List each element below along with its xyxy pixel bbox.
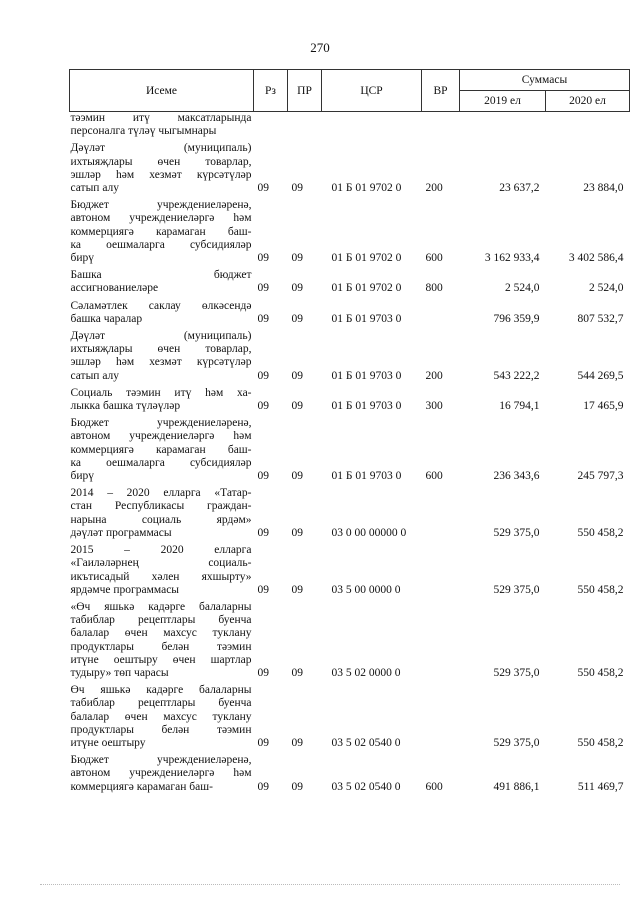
row-csr: 01 Б 01 9703 0: [331, 369, 402, 382]
row-rz: 09: [257, 780, 269, 793]
row-rz: 09: [257, 369, 269, 382]
row-y2: 550 458,2: [577, 526, 624, 539]
row-pr: 09: [291, 583, 303, 596]
row-name-line: итүне оештыру: [70, 736, 146, 749]
row-name-line: коммерциягә карамаган баш-: [70, 780, 213, 793]
row-y1: 529 375,0: [493, 526, 540, 539]
row-name-line: ихтыяҗлары өчен товарлар,: [70, 155, 252, 168]
row-y2: 17 465,9: [583, 400, 624, 413]
row-y2: 544 269,5: [577, 369, 624, 382]
row-pr: 09: [291, 780, 303, 793]
header-year-2019: 2019 ел: [460, 91, 546, 112]
row-csr: 03 5 02 0540 0: [331, 736, 401, 749]
row-y2: 807 532,7: [577, 312, 624, 325]
row-rz: 09: [257, 526, 269, 539]
row-vr: 600: [425, 470, 443, 483]
row-name: [70, 142, 254, 195]
row-name-line: Бюджет учреждениеләренә,: [70, 754, 252, 767]
row-vr: 600: [425, 252, 443, 265]
table-row: [70, 601, 630, 680]
row-vr: [422, 601, 460, 680]
table-row: [70, 754, 630, 794]
table-row: [70, 487, 630, 540]
row-name: [70, 330, 254, 383]
row-vr: [422, 684, 460, 750]
row-y1: 3 162 933,4: [484, 252, 540, 265]
row-name-line: балалар өчен махсус туклану: [70, 627, 252, 640]
row-vr: 200: [425, 182, 443, 195]
row-csr: 01 Б 01 9702 0: [331, 182, 402, 195]
row-name-line: эшләр һәм хезмәт күрсәтүләр: [70, 356, 252, 369]
row-y1: 529 375,0: [493, 583, 540, 596]
table-row: [70, 684, 630, 750]
row-pr: 09: [291, 369, 303, 382]
row-name-line: автоном учреждениеләргә һәм: [70, 767, 252, 780]
table-header: [70, 70, 630, 112]
row-vr: [422, 112, 460, 139]
row-name-line: дәүләт программасы: [70, 526, 172, 539]
row-rz: [254, 112, 288, 139]
row-csr: 01 Б 01 9702 0: [331, 282, 402, 295]
header-sums: Суммасы: [460, 70, 630, 91]
row-y1: 16 794,1: [499, 400, 540, 413]
row-name-line: 2015 – 2020 елларга: [70, 544, 252, 557]
budget-table: [69, 69, 630, 794]
row-name-line: Бюджет учреждениеләренә,: [70, 417, 252, 430]
row-pr: 09: [291, 666, 303, 679]
row-y1: [460, 112, 546, 139]
table-row: [70, 199, 630, 265]
row-name-line: сатып алу: [70, 182, 120, 195]
row-name-line: итүне оештыру өчен шартлар: [70, 653, 252, 666]
scan-artifact-line: [40, 884, 620, 887]
row-rz: 09: [257, 736, 269, 749]
row-rz: 09: [257, 666, 269, 679]
row-name-line: ка оешмаларга субсидияләр: [70, 456, 252, 469]
row-vr: 600: [425, 780, 443, 793]
row-name-line: Социаль тәэмин итү һәм ха-: [70, 386, 252, 399]
row-name: [70, 112, 254, 139]
row-name-line: Өч яшькә кадәрге балаларны: [70, 684, 252, 697]
row-name-line: ассигнованиеләре: [70, 282, 159, 295]
row-y1: 491 886,1: [493, 780, 540, 793]
row-y1: 2 524,0: [505, 282, 540, 295]
row-y2: 511 469,7: [577, 780, 624, 793]
row-rz: 09: [257, 470, 269, 483]
row-csr: 03 5 00 0000 0: [331, 583, 401, 596]
row-name-line: Башка бюджет: [70, 269, 252, 282]
row-y1: 529 375,0: [493, 736, 540, 749]
row-pr: 09: [291, 182, 303, 195]
row-y2: 23 884,0: [583, 182, 624, 195]
row-name-line: персоналга түләү чыгымнары: [70, 125, 217, 138]
row-name-line: ка оешмаларга субсидияләр: [70, 238, 252, 251]
row-y2: 245 797,3: [577, 470, 624, 483]
row-y1: 23 637,2: [499, 182, 540, 195]
row-name: [70, 387, 254, 413]
row-name-line: «Гаиләләрнең социаль-: [70, 557, 252, 570]
table-row: [70, 544, 630, 597]
row-vr: 200: [425, 369, 443, 382]
table-row: [70, 330, 630, 383]
row-name-line: бирү: [70, 470, 95, 483]
row-y2: 3 402 586,4: [568, 252, 624, 265]
row-rz: 09: [257, 282, 269, 295]
row-y1: 796 359,9: [493, 312, 540, 325]
row-csr: 03 5 02 0000 0: [331, 666, 401, 679]
row-name: [70, 487, 254, 540]
row-vr: [422, 300, 460, 326]
table-body: [70, 112, 630, 794]
row-name-line: Бюджет учреждениеләренә,: [70, 199, 252, 212]
row-name-line: табиблар рецептлары буенча: [70, 614, 252, 627]
table-row: [70, 269, 630, 295]
row-name-line: автоном учреждениеләргә һәм: [70, 212, 252, 225]
table-row: [70, 387, 630, 413]
row-rz: 09: [257, 252, 269, 265]
header-year-2020: 2020 ел: [546, 91, 630, 112]
row-csr: 01 Б 01 9703 0: [331, 470, 402, 483]
row-name-line: башка чаралар: [70, 312, 143, 325]
row-name-line: коммерциягә карамаган баш-: [70, 443, 252, 456]
header-name: Исеме: [70, 70, 254, 112]
row-csr: 01 Б 01 9703 0: [331, 312, 402, 325]
page-number: 270: [310, 40, 330, 55]
row-name-line: Дәүләт (муниципаль): [70, 142, 252, 155]
row-name: [70, 199, 254, 265]
row-name-line: продуктлары белән тәэмин: [70, 723, 252, 736]
table-row: [70, 112, 630, 139]
row-name-line: Сәламәтлек саклау өлкәсендә: [70, 299, 252, 312]
row-pr: 09: [291, 400, 303, 413]
row-pr: 09: [291, 282, 303, 295]
row-csr: [322, 112, 422, 139]
row-name-line: эшләр һәм хезмәт күрсәтүләр: [70, 168, 252, 181]
row-name-line: лыкка башка түләүләр: [70, 400, 181, 413]
row-name: [70, 684, 254, 750]
row-pr: [288, 112, 322, 139]
row-rz: 09: [257, 583, 269, 596]
header-vr: ВР: [422, 70, 460, 112]
row-name-line: нарына социаль ярдәм»: [70, 513, 252, 526]
row-name: [70, 417, 254, 483]
table-row: [70, 142, 630, 195]
row-name-line: 2014 – 2020 елларга «Татар-: [70, 487, 252, 500]
row-y2: 2 524,0: [589, 282, 624, 295]
row-csr: 03 5 02 0540 0: [331, 780, 401, 793]
header-csr: ЦСР: [322, 70, 422, 112]
row-name-line: тудыру» төп чарасы: [70, 666, 169, 679]
row-pr: 09: [291, 312, 303, 325]
row-name-line: балалар өчен махсус туклану: [70, 710, 252, 723]
row-name-line: бирү: [70, 252, 95, 265]
row-vr: 300: [425, 400, 443, 413]
row-name-line: коммерциягә карамаган баш-: [70, 225, 252, 238]
row-name-line: сатып алу: [70, 369, 120, 382]
row-name: [70, 754, 254, 794]
table-row: [70, 417, 630, 483]
row-name-line: тәэмин итү максатларында: [70, 112, 252, 124]
row-name-line: Дәүләт (муниципаль): [70, 330, 252, 343]
row-rz: 09: [257, 182, 269, 195]
row-pr: 09: [291, 252, 303, 265]
row-name: [70, 601, 254, 680]
row-vr: [422, 487, 460, 540]
row-name-line: табиблар рецептлары буенча: [70, 697, 252, 710]
row-name-line: продуктлары белән тәэмин: [70, 640, 252, 653]
row-vr: [422, 544, 460, 597]
row-name-line: ихтыяҗлары өчен товарлар,: [70, 343, 252, 356]
header-pr: ПР: [288, 70, 322, 112]
row-y1: 529 375,0: [493, 666, 540, 679]
row-y2: 550 458,2: [577, 583, 624, 596]
row-rz: 09: [257, 312, 269, 325]
row-name-line: икътисадый хәлен яхшырту»: [70, 570, 252, 583]
row-vr: 800: [425, 282, 443, 295]
row-name-line: «Өч яшькә кадәрге балаларны: [70, 600, 252, 613]
row-y2: 550 458,2: [577, 736, 624, 749]
table-row: [70, 300, 630, 326]
row-name-line: стан Республикасы граждан-: [70, 500, 252, 513]
row-pr: 09: [291, 470, 303, 483]
row-csr: 01 Б 01 9702 0: [331, 252, 402, 265]
row-y2: 550 458,2: [577, 666, 624, 679]
row-rz: 09: [257, 400, 269, 413]
row-name-line: ярдәмче программасы: [70, 583, 180, 596]
row-name: [70, 269, 254, 295]
row-name: [70, 544, 254, 597]
row-y2: [546, 112, 630, 139]
row-csr: 03 0 00 00000 0: [331, 526, 407, 539]
row-y1: 543 222,2: [493, 369, 540, 382]
header-rz: Рз: [254, 70, 288, 112]
row-pr: 09: [291, 736, 303, 749]
row-pr: 09: [291, 526, 303, 539]
row-csr: 01 Б 01 9703 0: [331, 400, 402, 413]
row-y1: 236 343,6: [493, 470, 540, 483]
row-name-line: автоном учреждениеләргә һәм: [70, 430, 252, 443]
row-name: [70, 300, 254, 326]
